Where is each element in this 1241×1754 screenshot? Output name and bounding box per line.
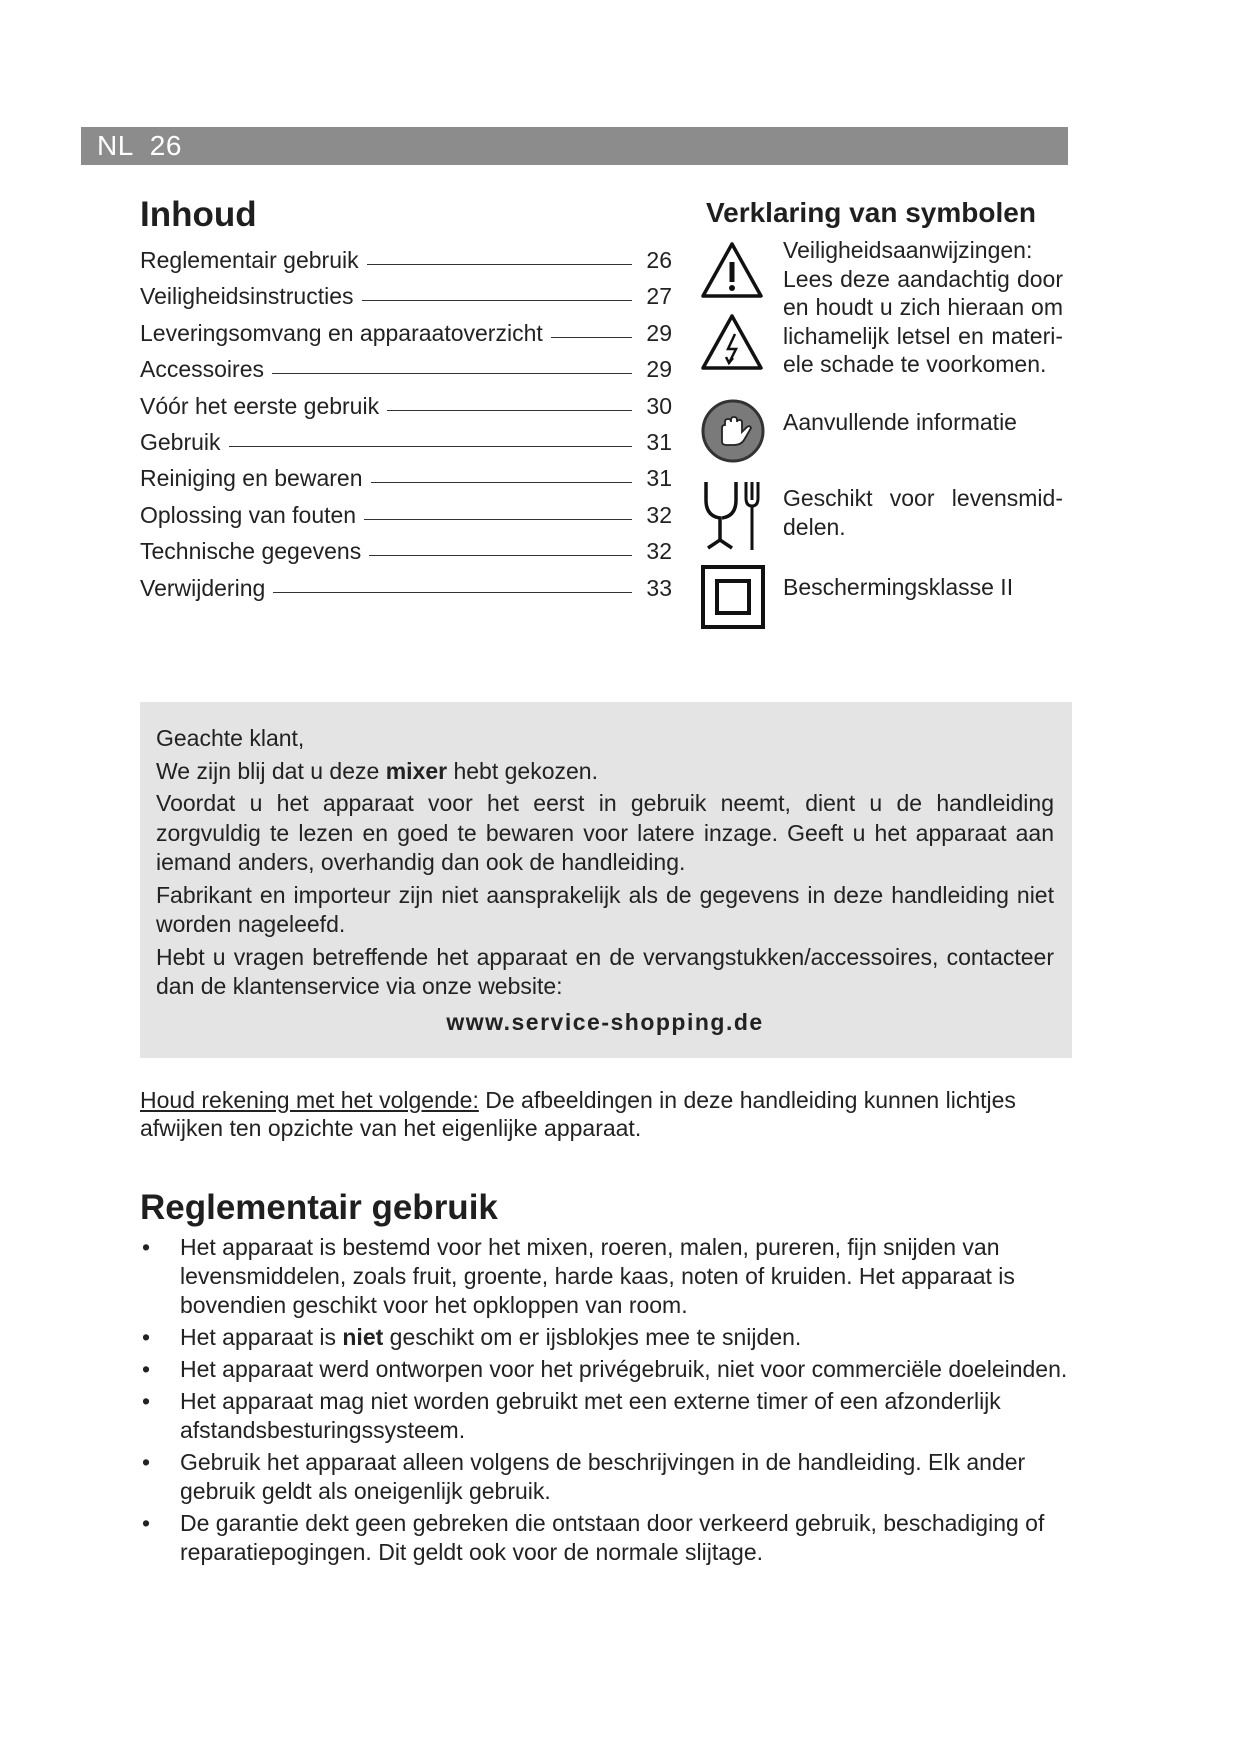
food-safe-icon bbox=[702, 478, 764, 554]
food-explanation bbox=[783, 484, 1063, 541]
notice-text: We zijn blij dat u deze bbox=[156, 757, 386, 784]
toc-entry-page: 30 bbox=[646, 392, 672, 419]
bullet-icon: • bbox=[142, 1234, 151, 1260]
notice-paragraph: Voordat u het apparaat voor het eerst in gebruik neemt, dient u de handleiding zorgvuldig te lezen en goed te bewaren voor latere inzage. Geeft u het apparaat aan iemand anders, overhandig dan ook de handleiding. bbox=[156, 790, 1054, 875]
toc-leader-line bbox=[229, 446, 632, 447]
notice-paragraph: Hebt u vragen betreffende het apparaat en de vervangstukken/accessoires, contacteer dan de klantenservice via onze website: bbox=[156, 943, 1054, 999]
toc-leader-line bbox=[364, 519, 632, 520]
list-item bbox=[140, 1509, 1095, 1567]
list-item-text: Het apparaat werd ontworpen voor het privégebruik, niet voor commerciële doeleinden. bbox=[180, 1356, 1068, 1382]
list-item-text: Het apparaat is bbox=[180, 1324, 343, 1350]
notice-greeting: Geachte klant, bbox=[156, 725, 305, 751]
toc-entry-page: 32 bbox=[646, 538, 672, 565]
notice-product: mixer bbox=[385, 757, 448, 784]
symbols-title: Verklaring van symbolen bbox=[706, 197, 1036, 228]
class-explanation: Beschermingsklasse II bbox=[783, 574, 1014, 600]
toc-entry-label: Leveringsomvang en apparaatoverzicht bbox=[140, 319, 543, 346]
intended-use-list bbox=[140, 1233, 1095, 1570]
list-item bbox=[140, 1323, 1095, 1352]
list-item-text: Gebruik het apparaat alleen volgens de beschrijvingen in de handleiding. Elk ander gebruik geldt als oneigenlijk gebruik. bbox=[180, 1449, 1026, 1504]
toc-entry-label: Veiligheidsinstructies bbox=[140, 283, 354, 310]
toc-leader-line bbox=[272, 373, 632, 374]
safety-line: Lees deze aandachtig door bbox=[783, 265, 1063, 292]
toc-entry-label: Reglementair gebruik bbox=[140, 247, 359, 273]
list-item-text: geschikt om er ijsblokjes mee te snijden. bbox=[383, 1324, 802, 1350]
toc-entry-page: 32 bbox=[646, 501, 672, 528]
toc-entry-page: 26 bbox=[646, 247, 672, 273]
food-line: delen. bbox=[783, 513, 846, 540]
toc-entry bbox=[140, 575, 672, 611]
notice-paragraph: Fabrikant en importeur zijn niet aansprakelijk als de gegevens in deze handleiding niet worden nageleefd. bbox=[156, 881, 1054, 937]
table-of-contents bbox=[140, 247, 672, 611]
food-line: Geschikt voor levensmid- bbox=[783, 485, 1063, 511]
toc-entry bbox=[140, 465, 672, 501]
toc-entry bbox=[140, 429, 672, 465]
notice-text: hebt gekozen. bbox=[447, 757, 598, 784]
page-header-bar bbox=[81, 127, 1068, 165]
bullet-icon: • bbox=[142, 1388, 151, 1414]
toc-entry-label: Vóór het eerste gebruik bbox=[140, 392, 380, 419]
bullet-icon: • bbox=[142, 1356, 151, 1382]
toc-entry bbox=[140, 393, 672, 429]
disclaimer-text: De afbeeldingen in deze handleiding kunnen lichtjes afwijken ten opzichte van het eigenlijke apparaat. bbox=[140, 1087, 1016, 1141]
toc-entry-page: 27 bbox=[646, 283, 672, 310]
service-website-link[interactable]: www.service-shopping.de bbox=[446, 1008, 764, 1035]
list-item bbox=[140, 1387, 1095, 1445]
list-item-text: Het apparaat mag niet worden gebruikt met een externe timer of een afzonderlijk afstandsbesturingssysteem. bbox=[180, 1388, 1001, 1443]
safety-line: lichamelijk letsel en materi- bbox=[783, 322, 1063, 349]
toc-entry-page: 31 bbox=[646, 465, 672, 492]
toc-entry-label: Technische gegevens bbox=[140, 538, 362, 565]
notice-paragraph bbox=[156, 757, 1054, 787]
toc-entry-page: 29 bbox=[646, 319, 672, 346]
toc-entry-page: 29 bbox=[646, 356, 672, 383]
info-hand-icon bbox=[700, 398, 766, 464]
disclaimer-label: Houd rekening met het volgende: bbox=[140, 1087, 479, 1113]
toc-entry-label: Reiniging en bewaren bbox=[140, 465, 363, 492]
list-item-text: De garantie dekt geen gebreken die ontstaan door verkeerd gebruik, beschadiging of reparatiepogingen. Dit geldt ook voor de normale slijtage. bbox=[180, 1510, 1045, 1565]
bullet-icon: • bbox=[142, 1324, 151, 1350]
customer-notice-box bbox=[140, 702, 1072, 1058]
toc-entry-label: Accessoires bbox=[140, 356, 264, 383]
protection-class-2-icon bbox=[700, 564, 766, 630]
toc-entry bbox=[140, 283, 672, 319]
safety-line: en houdt u zich hieraan om bbox=[783, 294, 1063, 320]
bullet-icon: • bbox=[142, 1510, 151, 1536]
page-number: 26 bbox=[149, 130, 182, 161]
toc-entry-label: Oplossing van fouten bbox=[140, 501, 357, 528]
toc-leader-line bbox=[362, 300, 632, 301]
electric-shock-icon bbox=[700, 312, 764, 372]
list-item-text: Het apparaat is bestemd voor het mixen, roeren, malen, pureren, fijn snijden van levensmiddelen, zoals fruit, groente, harde kaas, noten of kruiden. Het apparaat is bovendien geschikt voor het opkloppen van room. bbox=[180, 1234, 1015, 1318]
toc-entry bbox=[140, 356, 672, 392]
list-item bbox=[140, 1355, 1095, 1384]
toc-entry-label: Verwijdering bbox=[140, 574, 266, 601]
toc-entry bbox=[140, 502, 672, 538]
toc-entry-page: 33 bbox=[646, 574, 672, 601]
language-code: NL bbox=[97, 130, 134, 161]
toc-entry-label: Gebruik bbox=[140, 428, 221, 455]
warning-triangle-icon bbox=[700, 240, 764, 300]
safety-explanation bbox=[783, 236, 1063, 379]
toc-entry bbox=[140, 538, 672, 574]
safety-heading: Veiligheidsaanwijzingen: bbox=[783, 237, 1033, 263]
toc-leader-line bbox=[367, 264, 632, 265]
image-disclaimer bbox=[140, 1086, 1070, 1142]
list-item bbox=[140, 1233, 1095, 1320]
toc-entry-page: 31 bbox=[646, 428, 672, 455]
toc-leader-line bbox=[273, 592, 632, 593]
safety-line: ele schade te voorkomen. bbox=[783, 351, 1047, 377]
toc-leader-line bbox=[551, 337, 632, 338]
toc-leader-line bbox=[387, 410, 632, 411]
toc-leader-line bbox=[371, 482, 633, 483]
toc-title: Inhoud bbox=[140, 195, 257, 234]
bullet-icon: • bbox=[142, 1449, 151, 1475]
list-item-emphasis: niet bbox=[342, 1324, 384, 1350]
list-item bbox=[140, 1448, 1095, 1506]
info-explanation: Aanvullende informatie bbox=[783, 409, 1017, 435]
section-title: Reglementair gebruik bbox=[140, 1188, 498, 1227]
toc-entry bbox=[140, 320, 672, 356]
toc-leader-line bbox=[369, 555, 632, 556]
toc-entry bbox=[140, 247, 672, 283]
